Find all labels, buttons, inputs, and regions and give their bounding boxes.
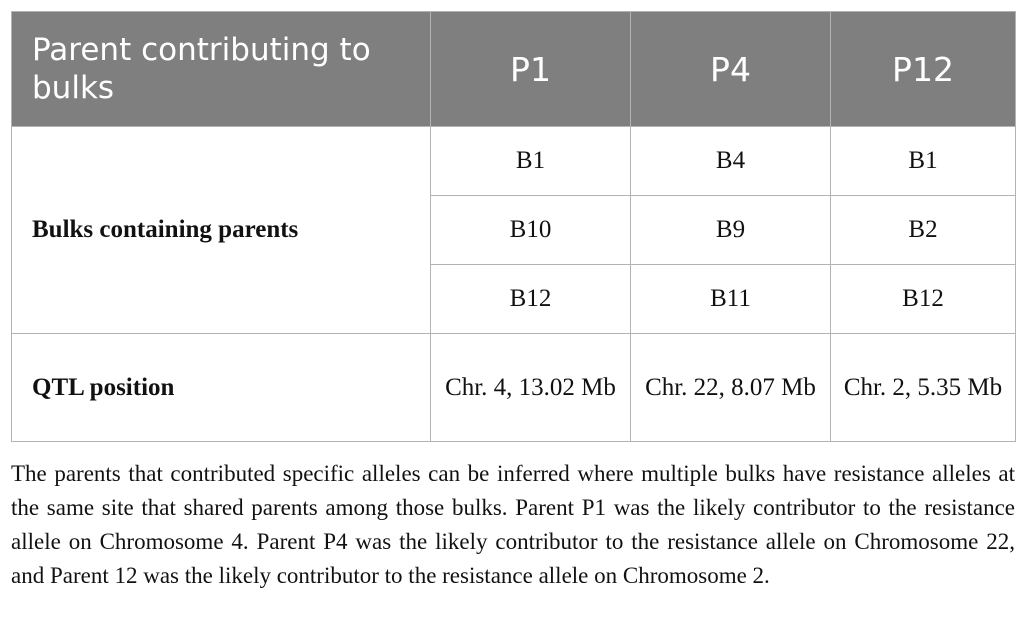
- table-cell: B10: [431, 196, 631, 265]
- table-row: [12, 127, 1016, 196]
- qtl-table: [11, 11, 1016, 442]
- header-parent-p4: P4: [631, 12, 831, 127]
- qtl-row-label: QTL position: [12, 334, 431, 442]
- table-row: [12, 334, 1016, 442]
- table-cell: B4: [631, 127, 831, 196]
- table-cell: B1: [431, 127, 631, 196]
- table-cell: B2: [831, 196, 1016, 265]
- table-cell: B12: [431, 265, 631, 334]
- table-cell: B9: [631, 196, 831, 265]
- table-cell: B11: [631, 265, 831, 334]
- bulks-row-label: Bulks containing parents: [12, 127, 431, 334]
- table-caption: The parents that contributed specific alleles can be inferred where multiple bulks have resistance alleles at the same site that shared parents among those bulks. Parent P1 was the likely contributor to the resistance allele on Chromosome 4. Parent P4 was the likely contributor to the resistance allele on Chromosome 22, and Parent 12 was the likely contributor to the resistance allele on Chromosome 2.: [11, 461, 1015, 588]
- header-parent-p12: P12: [831, 12, 1016, 127]
- header-label: Parent contributing to bulks: [12, 12, 431, 127]
- qtl-cell: Chr. 2, 5.35 Mb: [831, 334, 1016, 442]
- table-container: [11, 11, 1015, 442]
- header-parent-p1: P1: [431, 12, 631, 127]
- qtl-cell: Chr. 4, 13.02 Mb: [431, 334, 631, 442]
- qtl-cell: Chr. 22, 8.07 Mb: [631, 334, 831, 442]
- table-cell: B1: [831, 127, 1016, 196]
- table-cell: B12: [831, 265, 1016, 334]
- header-row: [12, 12, 1016, 127]
